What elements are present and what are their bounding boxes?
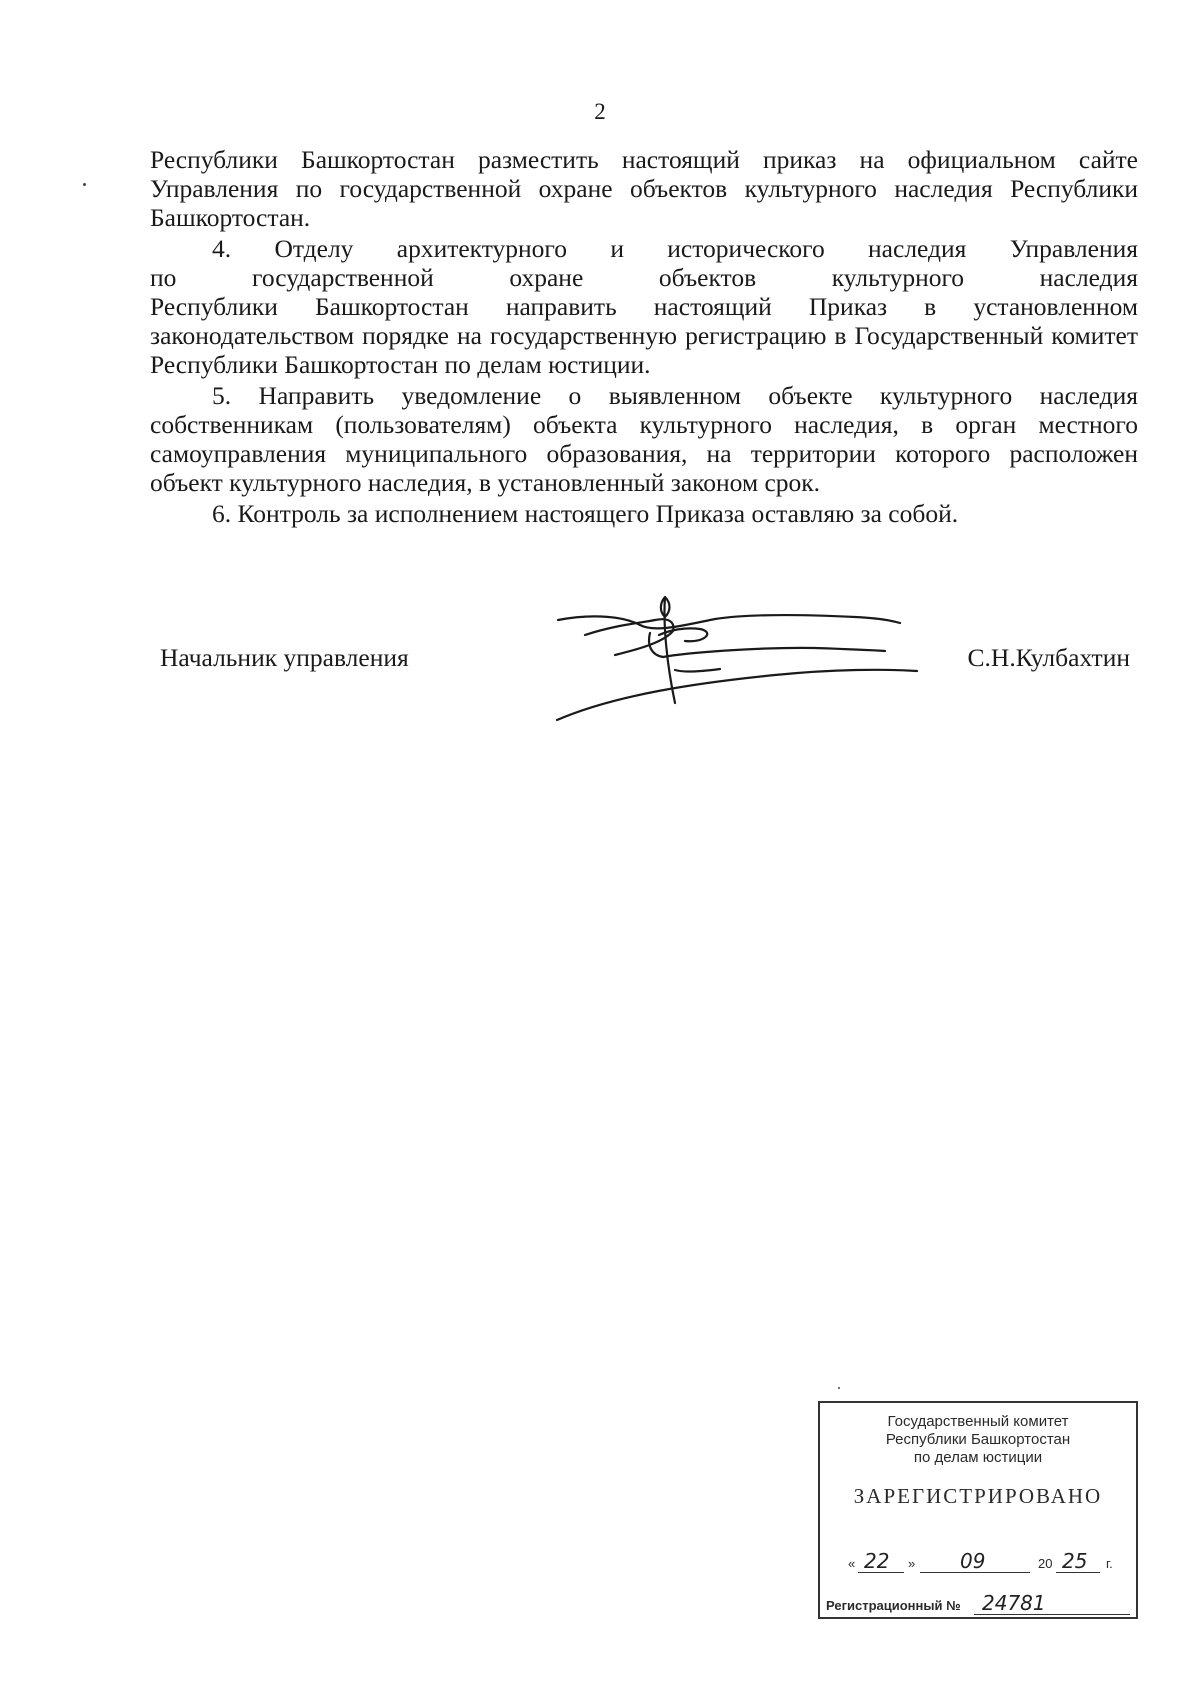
page-number: 2	[594, 99, 606, 124]
paragraph-3-continuation: Республики Башкортостан разместить настоящий приказ на официальном сайте Управления по государственной охране объектов культурного наследия Республики Башкортостан.	[150, 145, 1138, 232]
stamp-org-line-2: Республики Башкортостан	[885, 1431, 1071, 1448]
stamp-year-unit: г.	[1106, 1556, 1113, 1571]
document-body	[150, 145, 1138, 528]
signatory-position: Начальник управления	[160, 643, 409, 672]
stamp-close-quote: »	[908, 1556, 916, 1571]
paragraph-4-line-2: по государственной охране объектов культурного наследия	[150, 263, 1138, 292]
handwritten-signature	[555, 595, 925, 725]
stamp-org-line-1: Государственный комитет	[887, 1413, 1069, 1430]
paragraph-4-line-1: 4. Отделу архитектурного и исторического наследия Управления	[212, 234, 1138, 263]
stamp-title: ЗАРЕГИСТРИРОВАНО	[853, 1484, 1103, 1508]
stamp-year-prefix: 20	[1038, 1556, 1053, 1571]
stamp-reg-number: 24781	[982, 1591, 1046, 1615]
stamp-organization	[820, 1413, 1136, 1467]
paragraph-5: 5. Направить уведомление о выявленном объекте культурного наследия собственникам (пользователям) объекта культурного наследия, в орган местного самоуправления муниципального образования, на территории которого расположен объект культурного наследия, в установленный законом срок.	[150, 381, 1138, 497]
paragraph-6: 6. Контроль за исполнением настоящего Приказа оставляю за собой.	[212, 499, 959, 528]
stamp-open-quote: «	[848, 1556, 856, 1571]
signatory-name: С.Н.Кулбахтин	[967, 643, 1130, 672]
stamp-org-line-3: по делам юстиции	[913, 1449, 1043, 1466]
stamp-day: 22	[864, 1549, 890, 1573]
paragraph-4-rest: Республики Башкортостан направить настоящий Приказ в установленном законодательством порядке на государственную регистрацию в Государственный комитет Республики Башкортостан по делам юстиции.	[150, 292, 1138, 379]
scan-speck	[83, 183, 86, 186]
stamp-reg-label: Регистрационный №	[826, 1598, 961, 1613]
registration-stamp	[818, 1401, 1138, 1619]
stamp-month: 09	[960, 1549, 986, 1573]
scan-speck	[838, 1387, 840, 1389]
stamp-year-suffix: 25	[1062, 1549, 1088, 1573]
stamp-registration-line	[826, 1589, 1132, 1615]
stamp-date-line	[848, 1549, 1128, 1573]
